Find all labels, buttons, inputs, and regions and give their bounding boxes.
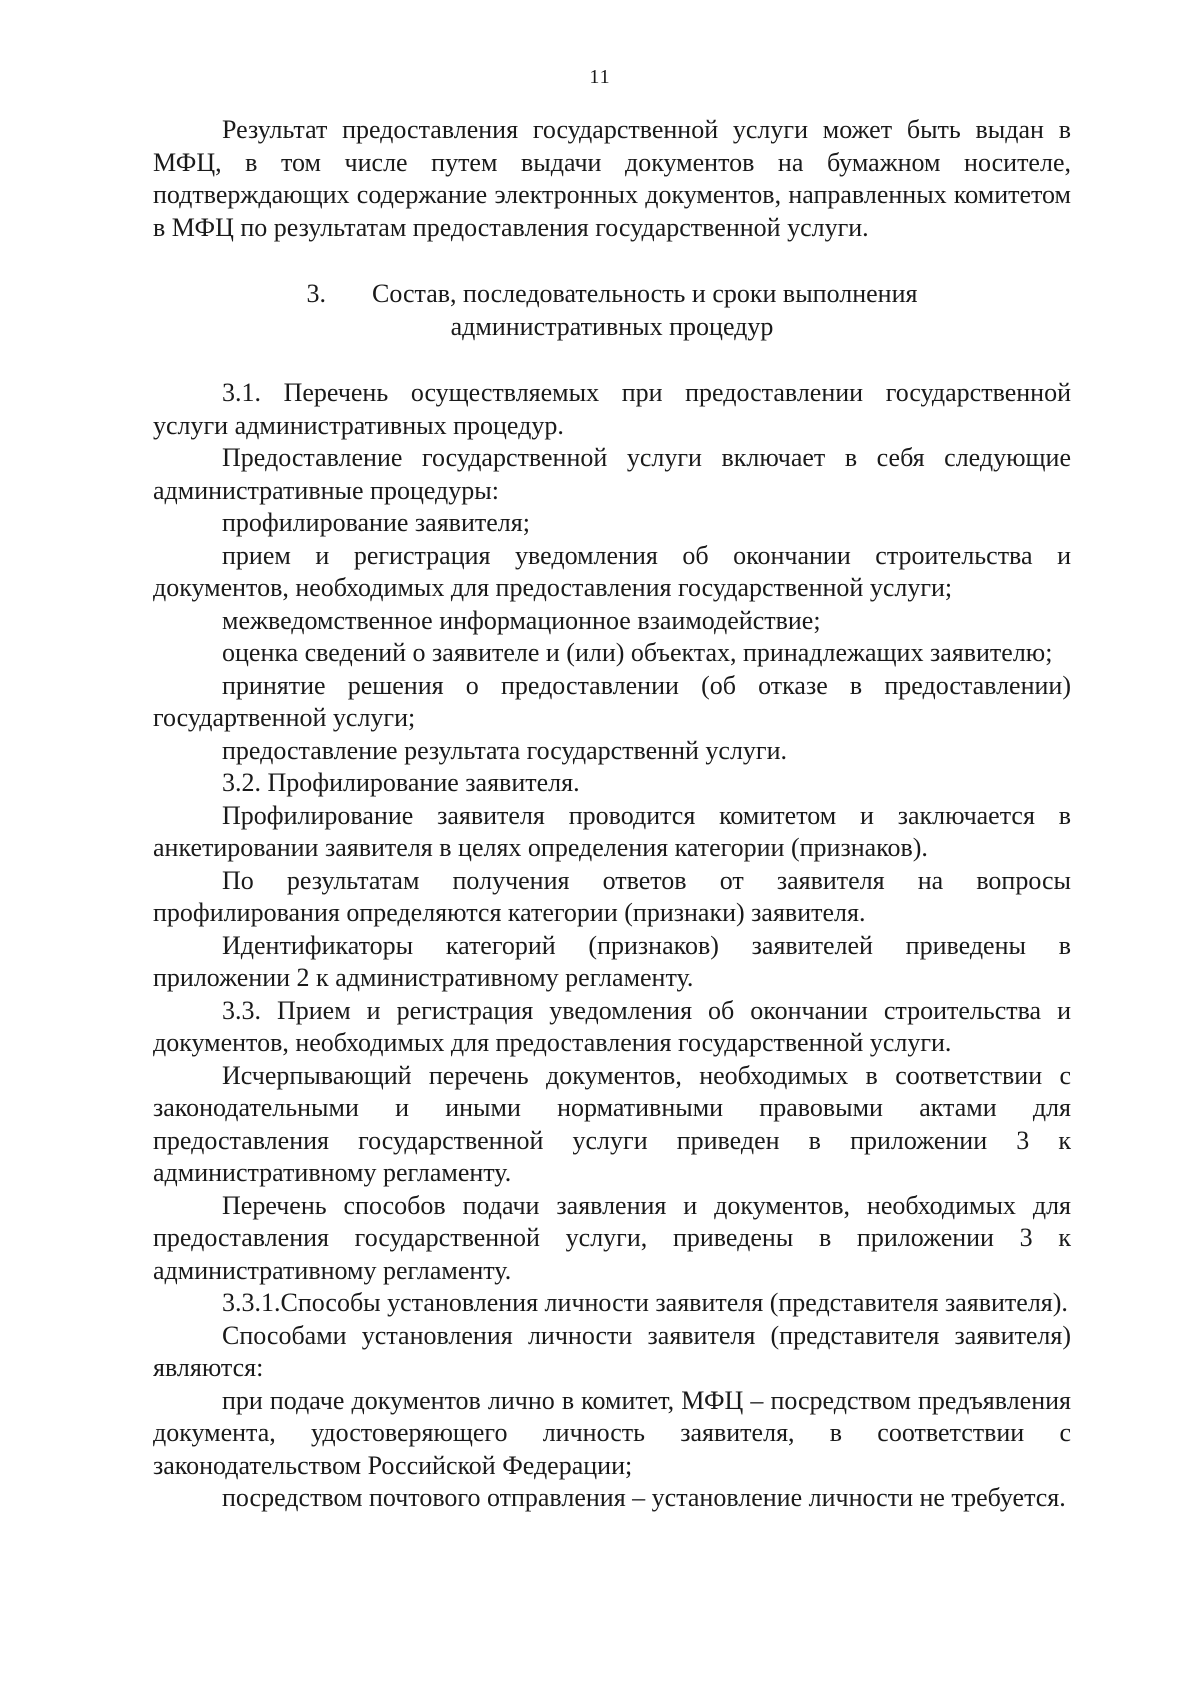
section-title-line-2: административных процедур [450, 311, 774, 341]
document-body [153, 114, 1071, 1515]
paragraph: Идентификаторы категорий (признаков) заявителей приведены в приложении 2 к административному регламенту. [153, 930, 1071, 992]
list-item: профилирование заявителя; [222, 508, 530, 537]
list-item: межведомственное информационное взаимодействие; [222, 605, 821, 635]
paragraph: Перечень способов подачи заявления и документов, необходимых для предоставления государственной услуги, приведены в приложении 3 к административному регламенту. [153, 1190, 1071, 1285]
section-number: 3. [306, 279, 327, 308]
paragraph: Профилирование заявителя проводится комитетом и заключается в анкетировании заявителя в целях определения категории (признаков). [153, 800, 1071, 862]
paragraph: Способами установления личности заявителя (представителя заявителя) являются: [153, 1320, 1071, 1382]
list-item: предоставление результата государственнй услуги. [222, 735, 788, 765]
page-number: 11 [589, 66, 611, 88]
subsection-heading: 3.3. Прием и регистрация уведомления об окончании строительства и документов, необходимых для предоставления государственной услуги. [153, 995, 1071, 1057]
list-item: прием и регистрация уведомления об окончании строительства и документов, необходимых для предоставления государственной услуги; [153, 540, 1071, 602]
section-title-line-1: Состав, последовательность и сроки выполнения [372, 279, 918, 308]
paragraph: при подаче документов лично в комитет, МФЦ – посредством предъявления документа, удостоверяющего личность заявителя, в соответствии с законодательством Российской Федерации; [153, 1385, 1071, 1480]
list-item: принятие решения о предоставлении (об отказе в предоставлении) государтвенной услуги; [153, 670, 1071, 732]
subsection-heading: 3.2. Профилирование заявителя. [222, 768, 580, 797]
paragraph: посредством почтового отправления – установление личности не требуется. [222, 1483, 1066, 1512]
subsection-heading: 3.3.1.Способы установления личности заявителя (представителя заявителя). [222, 1288, 1068, 1317]
paragraph: По результатам получения ответов от заявителя на вопросы профилирования определяются категории (признаки) заявителя. [153, 865, 1071, 927]
paragraph: 3.1. Перечень осуществляемых при предоставлении государственной услуги административных процедур. [153, 378, 1071, 440]
list-item: оценка сведений о заявителе и (или) объектах, принадлежащих заявителю; [222, 638, 1053, 667]
section-heading-line-1 [153, 278, 1071, 311]
paragraph: Исчерпывающий перечень документов, необходимых в соответствии с законодательными и иными нормативными правовыми актами для предоставления государственной услуги приведен в приложении 3 к административному регламенту. [153, 1060, 1071, 1187]
intro-paragraph: Результат предоставления государственной услуги может быть выдан в МФЦ, в том числе путем выдачи документов на бумажном носителе, подтверждающих содержание электронных документов, направленных комитетом в МФЦ по результатам предоставления государственной услуги. [153, 115, 1071, 242]
paragraph: Предоставление государственной услуги включает в себя следующие административные процедуры: [153, 443, 1071, 505]
section-heading [153, 278, 1071, 343]
